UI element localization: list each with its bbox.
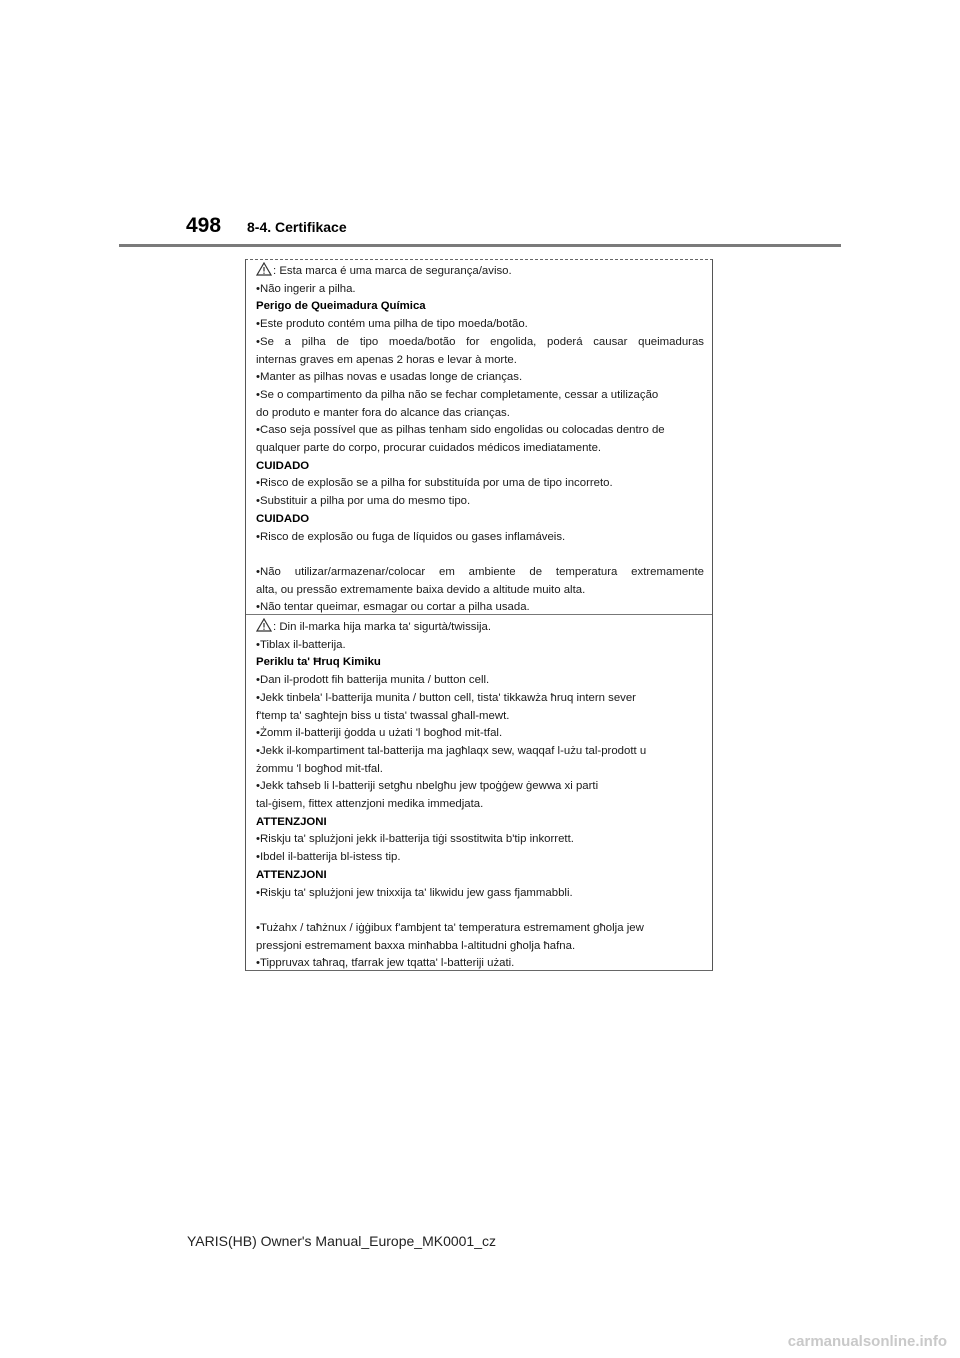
- portuguese-mark-line: [256, 262, 704, 281]
- text-line: •Se o compartimento da pilha não se fechar completamente, cessar a utilização: [256, 388, 659, 401]
- manual-id-footer: YARIS(HB) Owner's Manual_Europe_MK0001_cz: [187, 1233, 496, 1249]
- text-line: alta, ou pressão extremamente baixa devido a altitude muito alta.: [256, 583, 586, 596]
- text-line: •Substituir a pilha por uma do mesmo tipo.: [256, 495, 471, 508]
- section-divider: [246, 614, 712, 615]
- blank-line: [256, 546, 704, 564]
- text-line: tal-ġisem, fittex attenzjoni medika immedjata.: [256, 798, 484, 811]
- text-line: •Manter as pilhas novas e usadas longe de crianças.: [256, 371, 523, 384]
- text-line: •Risco de explosão se a pilha for substituída por uma de tipo incorreto.: [256, 477, 613, 490]
- text-line: qualquer parte do corpo, procurar cuidados médicos imediatamente.: [256, 442, 602, 455]
- text-line: •Tiblax il-batterija.: [256, 638, 346, 651]
- blank-line: [256, 902, 704, 920]
- text-line: •Não ingerir a pilha.: [256, 282, 356, 295]
- text-line: •Este produto contém uma pilha de tipo moeda/botão.: [256, 318, 528, 331]
- portuguese-lines: [256, 281, 704, 617]
- warning-triangle-icon: [256, 262, 272, 276]
- warning-heading: CUIDADO: [256, 512, 310, 525]
- text-line: internas graves em apenas 2 horas e levar à morte.: [256, 353, 517, 366]
- portuguese-warning-block: [256, 262, 704, 617]
- text-line: żommu 'l bogħod mit-tfal.: [256, 762, 383, 775]
- maltese-mark-line: [256, 618, 704, 637]
- text-line: •Não tentar queimar, esmagar ou cortar a pilha usada.: [256, 601, 530, 614]
- text-line: •Tużahx / taħżnux / iġġibux f'ambjent ta' temperatura estremament għolja jew: [256, 921, 644, 934]
- text-line: •Jekk taħseb li l-batteriji setgħu nbelgħu jew tpoġġew ġewwa xi parti: [256, 780, 599, 793]
- text-line: •Jekk il-kompartiment tal-batterija ma jagħlaqx sew, waqqaf l-użu tal-prodott u: [256, 744, 647, 757]
- warning-heading: CUIDADO: [256, 459, 310, 472]
- warning-triangle-icon: [256, 618, 272, 632]
- warning-heading: ATTENZJONI: [256, 815, 327, 828]
- text-line: •Caso seja possível que as pilhas tenham sido engolidas ou colocadas dentro de: [256, 424, 665, 437]
- warning-heading: Periklu ta' Ħruq Kimiku: [256, 656, 381, 669]
- text-line: •Risco de explosão ou fuga de líquidos ou gases inflamáveis.: [256, 530, 566, 543]
- text-line: •Riskju ta' splużjoni jew tnixxija ta' likwidu jew gass fjammabbli.: [256, 886, 573, 899]
- text-line: f'temp ta' sagħtejn biss u tista' twassal għall-mewt.: [256, 709, 510, 722]
- text-line: do produto e manter fora do alcance das crianças.: [256, 406, 510, 419]
- text-line: •Não utilizar/armazenar/colocar em ambiente de temperatura extremamente: [256, 565, 704, 578]
- text-line: pressjoni estremament baxxa minħabba l-altitudni għolja ħafna.: [256, 939, 576, 952]
- maltese-lines: [256, 637, 704, 973]
- page-number: 498: [186, 214, 222, 237]
- text-line: •Jekk tinbela' l-batterija munita / button cell, tista' tikkawża ħruq intern sever: [256, 691, 636, 704]
- portuguese-mark-text: : Esta marca é uma marca de segurança/aviso.: [273, 265, 512, 277]
- scanned-label-image: [245, 259, 713, 971]
- text-line: •Ibdel il-batterija bl-istess tip.: [256, 851, 401, 864]
- warning-heading: Perigo de Queimadura Química: [256, 300, 426, 313]
- header-rule: [119, 244, 841, 247]
- maltese-mark-text: : Din il-marka hija marka ta' sigurtà/twissija.: [273, 621, 492, 633]
- text-line: •Tippruvax taħraq, tfarrak jew tqatta' l-batteriji użati.: [256, 957, 515, 970]
- section-title: 8-4. Certifikace: [247, 219, 347, 235]
- watermark: carmanualsonline.info: [787, 1333, 947, 1350]
- text-line: •Żomm il-batteriji ġodda u użati 'l bogħod mit-tfal.: [256, 727, 503, 740]
- maltese-warning-block: [256, 618, 704, 973]
- text-line: •Se a pilha de tipo moeda/botão for engolida, poderá causar queimaduras: [256, 335, 704, 348]
- warning-heading: ATTENZJONI: [256, 868, 327, 881]
- text-line: •Riskju ta' splużjoni jekk il-batterija tiġi ssostitwita b'tip inkorrett.: [256, 833, 574, 846]
- text-line: •Dan il-prodott fih batterija munita / button cell.: [256, 674, 490, 687]
